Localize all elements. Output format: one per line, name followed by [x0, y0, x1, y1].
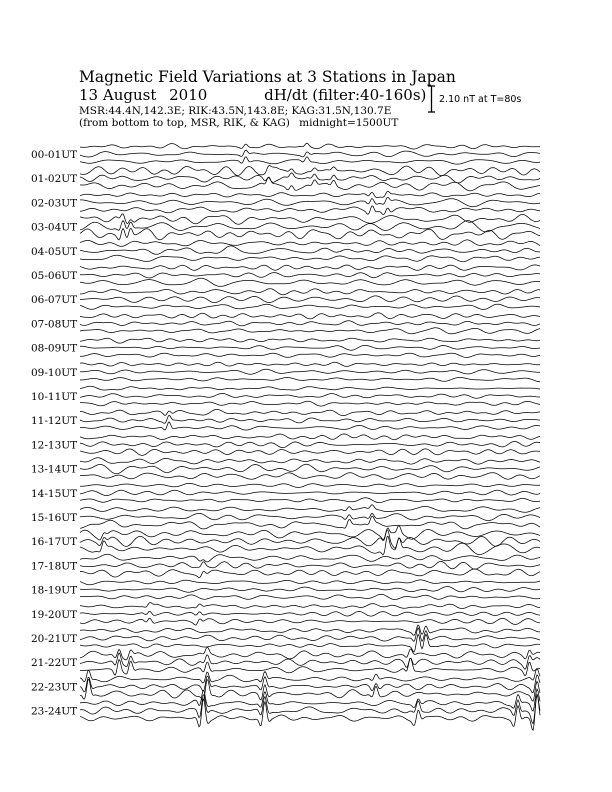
trace-kag-16-17UT [80, 526, 540, 540]
trace-kag-17-18UT [80, 554, 540, 562]
hour-label: 16-17UT [31, 536, 78, 549]
hour-label: 19-20UT [31, 608, 78, 621]
filter-label: (filter:40-160s) [312, 85, 427, 104]
station-order-note: (from bottom to top, MSR, RIK, & KAG) [79, 117, 290, 129]
hour-label: 00-01UT [31, 149, 78, 161]
trace-kag-19-20UT [80, 603, 540, 609]
trace-rik-06-07UT [80, 296, 540, 303]
midnight-note: midnight=1500UT [299, 117, 399, 129]
trace-msr-02-03UT [80, 206, 540, 215]
hour-label: 03-04UT [31, 221, 78, 234]
trace-kag-00-01UT [80, 143, 540, 149]
hour-label: 23-24UT [31, 705, 78, 718]
trace-kag-20-21UT [80, 625, 540, 635]
trace-rik-16-17UT [80, 530, 540, 548]
trace-rik-04-05UT [80, 246, 540, 254]
trace-kag-06-07UT [80, 289, 540, 295]
hour-label: 15-16UT [31, 512, 78, 524]
trace-rik-22-23UT [80, 675, 540, 693]
trace-msr-15-16UT [80, 516, 540, 529]
trace-rik-02-03UT [80, 197, 540, 206]
hour-label: 14-15UT [31, 487, 78, 500]
trace-msr-06-07UT [80, 304, 540, 309]
hour-label: 12-13UT [31, 439, 78, 452]
trace-msr-17-18UT [80, 569, 540, 578]
trace-msr-20-21UT [80, 634, 540, 652]
trace-kag-03-04UT [80, 214, 540, 224]
trace-kag-23-24UT [80, 689, 540, 711]
hour-label: 17-18UT [31, 560, 78, 573]
hour-label: 08-09UT [31, 342, 78, 355]
trace-rik-01-02UT [80, 173, 540, 183]
trace-msr-07-08UT [80, 328, 540, 334]
trace-kag-08-09UT [80, 338, 540, 343]
trace-kag-18-19UT [80, 580, 540, 585]
hour-label: 01-02UT [31, 173, 78, 186]
trace-msr-11-12UT [80, 422, 540, 430]
hour-label: 20-21UT [31, 633, 78, 645]
trace-kag-04-05UT [80, 240, 540, 246]
trace-kag-21-22UT [80, 647, 540, 660]
trace-kag-10-11UT [80, 386, 540, 390]
date-day: 13 [79, 85, 99, 104]
trace-msr-14-15UT [80, 498, 540, 503]
hour-label: 18-19UT [31, 584, 78, 597]
trace-msr-04-05UT [80, 255, 540, 262]
trace-kag-02-03UT [80, 191, 540, 197]
trace-rik-00-01UT [80, 150, 540, 157]
trace-msr-19-20UT [80, 618, 540, 625]
hour-label: 07-08UT [31, 318, 78, 331]
hour-label: 10-11UT [31, 391, 78, 403]
trace-msr-08-09UT [80, 353, 540, 357]
hour-label: 06-07UT [31, 294, 78, 307]
trace-kag-22-23UT [80, 669, 540, 684]
trace-rik-21-22UT [80, 653, 540, 669]
date-year: 2010 [169, 85, 208, 104]
trace-msr-01-02UT [80, 177, 540, 191]
trace-msr-16-17UT [80, 536, 540, 555]
trace-kag-09-10UT [80, 362, 540, 366]
trace-msr-09-10UT [80, 377, 540, 381]
date-month: August [102, 85, 157, 104]
trace-rik-15-16UT [80, 513, 540, 520]
trace-rik-09-10UT [80, 369, 540, 374]
trace-kag-12-13UT [80, 434, 540, 440]
trace-rik-13-14UT [80, 464, 540, 474]
trace-msr-05-06UT [80, 278, 540, 286]
quantity-label: dH/dt [264, 85, 308, 104]
trace-msr-10-11UT [80, 401, 540, 406]
trace-msr-18-19UT [80, 594, 540, 599]
station-coordinates: MSR:44.4N,142.3E; RIK:43.5N,143.8E; KAG:31.5N,130.7E [79, 104, 392, 117]
trace-msr-22-23UT [80, 679, 540, 701]
hour-label: 05-06UT [31, 270, 78, 282]
trace-rik-23-24UT [80, 695, 540, 724]
hour-label: 04-05UT [31, 245, 78, 258]
trace-rik-12-13UT [80, 442, 540, 448]
hour-label: 13-14UT [31, 463, 78, 476]
scale-label: 2.10 nT at T=80s [439, 94, 522, 105]
hour-label: 09-10UT [31, 366, 78, 379]
trace-rik-14-15UT [80, 490, 540, 495]
trace-rik-18-19UT [80, 587, 540, 593]
hour-label: 22-23UT [31, 681, 78, 694]
trace-msr-13-14UT [80, 473, 540, 480]
trace-rik-19-20UT [80, 611, 540, 616]
trace-rik-20-21UT [80, 628, 540, 642]
trace-rik-07-08UT [80, 321, 540, 326]
trace-rik-11-12UT [80, 415, 540, 423]
trace-rik-10-11UT [80, 393, 540, 398]
trace-kag-14-15UT [80, 483, 540, 487]
chart-title: Magnetic Field Variations at 3 Stations in Japan [79, 68, 456, 86]
hour-label: 02-03UT [31, 197, 78, 210]
trace-msr-03-04UT [80, 228, 540, 240]
trace-kag-11-12UT [80, 409, 540, 415]
trace-msr-12-13UT [80, 449, 540, 456]
trace-rik-08-09UT [80, 345, 540, 350]
trace-kag-13-14UT [80, 458, 540, 464]
hour-label: 21-22UT [31, 657, 78, 670]
trace-rik-05-06UT [80, 273, 540, 278]
trace-kag-15-16UT [80, 505, 540, 513]
trace-kag-05-06UT [80, 265, 540, 270]
hour-label: 11-12UT [31, 415, 78, 428]
trace-kag-07-08UT [80, 313, 540, 319]
trace-rik-17-18UT [80, 561, 540, 569]
trace-msr-00-01UT [80, 157, 540, 164]
trace-kag-01-02UT [80, 166, 540, 176]
